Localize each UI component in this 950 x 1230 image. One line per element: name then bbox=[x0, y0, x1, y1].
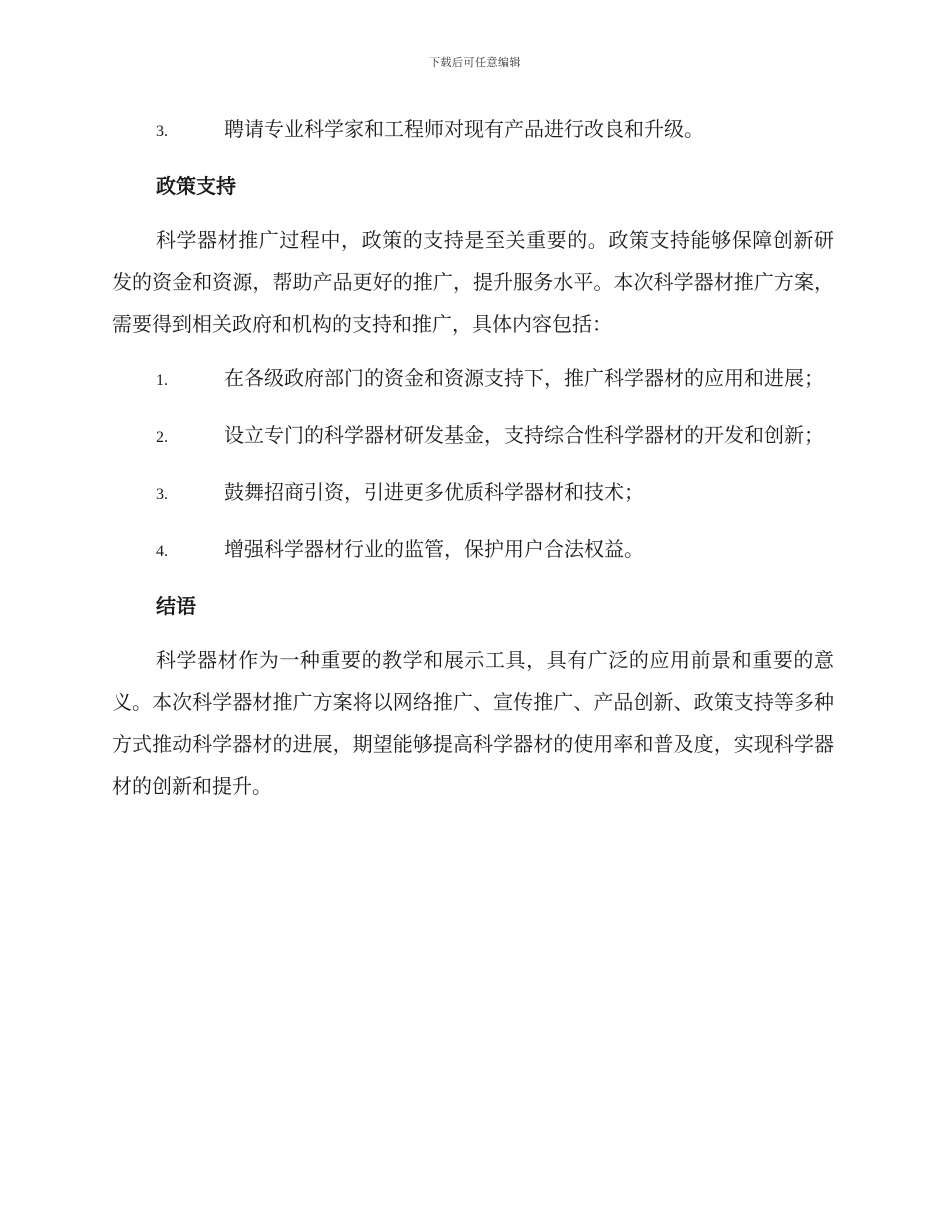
list-text: 在各级政府部门的资金和资源支持下，推广科学器材的应用和进展； bbox=[224, 366, 824, 390]
list-text: 增强科学器材行业的监管，保护用户合法权益。 bbox=[224, 537, 644, 561]
list-number: 1. bbox=[156, 372, 168, 389]
list-text: 设立专门的科学器材研发基金，支持综合性科学器材的开发和创新； bbox=[224, 423, 824, 447]
list-number: 3. bbox=[156, 123, 168, 140]
policy-list-item-1 bbox=[112, 357, 834, 402]
section-heading-conclusion: 结语 bbox=[156, 594, 196, 618]
policy-list-item-4 bbox=[112, 528, 834, 573]
list-text: 聘请专业科学家和工程师对现有产品进行改良和升级。 bbox=[224, 117, 704, 141]
policy-list-item-2 bbox=[112, 414, 834, 459]
list-number: 2. bbox=[156, 429, 168, 446]
list-number: 3. bbox=[156, 486, 168, 503]
list-number: 4. bbox=[156, 543, 168, 560]
page-header: 下载后可任意编辑 bbox=[429, 56, 521, 69]
policy-intro-paragraph: 科学器材推广过程中，政策的支持是至关重要的。政策支持能够保障创新研发的资金和资源，帮助产品更好的推广，提升服务水平。本次科学器材推广方案，需要得到相关政府和机构的支持和推广，具体内容包括： bbox=[112, 228, 834, 336]
list-item-improve-products bbox=[112, 108, 834, 153]
list-text: 鼓舞招商引资，引进更多优质科学器材和技术； bbox=[224, 480, 644, 504]
document-body bbox=[112, 108, 834, 819]
policy-list-item-3 bbox=[112, 471, 834, 516]
section-heading-policy: 政策支持 bbox=[156, 174, 236, 198]
conclusion-paragraph: 科学器材作为一种重要的教学和展示工具，具有广泛的应用前景和重要的意义。本次科学器材推广方案将以网络推广、宣传推广、产品创新、政策支持等多种方式推动科学器材的进展，期望能够提高科学器材的使用率和普及度，实现科学器材的创新和提升。 bbox=[112, 648, 834, 798]
